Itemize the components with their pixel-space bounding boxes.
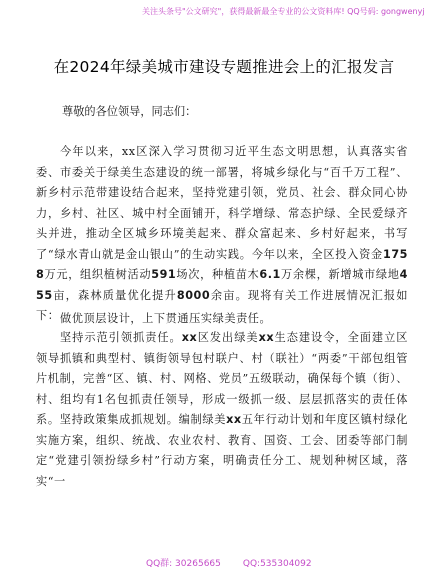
text-run: 万元，组织植树活动 <box>44 268 152 281</box>
greeting: 尊敬的各位领导，同志们： <box>62 105 197 118</box>
text-run: 五年行动计划和年度区镇村绿化实施方案，组织、统战、农业农村、教育、国资、工会、团委等部门制定“党建引领扮绿乡村”行动方案，明确责任分工、规划种树区域，落实“一 <box>36 413 408 488</box>
number-green-area: 455 <box>36 268 408 302</box>
text-run: 区发出绿美 <box>197 331 259 344</box>
paragraph-body <box>36 328 408 492</box>
text-run: 亩，森林质量优化提升 <box>52 288 177 302</box>
district-name: xx <box>226 413 242 426</box>
paragraph-intro <box>36 142 408 327</box>
district-name: xx <box>258 331 275 344</box>
number-activities: 591 <box>151 268 177 281</box>
document-title: 在2024年绿美城市建设专题推进会上的汇报发言 <box>53 58 395 76</box>
qq-number: QQ:535304092 <box>242 559 312 569</box>
contact-footer <box>146 558 312 570</box>
qq-group: QQ群: 30265665 <box>146 559 221 569</box>
number-seedlings: 6.1 <box>259 268 281 281</box>
text-run: 场次，种植苗木 <box>176 268 260 281</box>
promo-banner: 关注头条号"公文研究"，获得最新最全专业的公文资料库! QQ号码: gongwenyj <box>142 7 425 16</box>
number-fund: 1758 <box>36 247 408 281</box>
district-name: xx <box>181 331 198 344</box>
text-run: 生态建设令，全面建立区领导抓镇和典型村、镇街领导包村联户、村（联社）“两委”干部包组管片机制，完善“区、镇、村、网格、党员”五级联动，确保每个镇（街）、村、组均有1名包抓责任领导，形成一级抓一级、层层抓落实的责任体系。坚持政策集成抓规划。编制绿美 <box>36 331 408 426</box>
text-run: 坚持示范引领抓责任。 <box>60 331 182 344</box>
section-heading: 做优顶层设计，上下贯通压实绿美责任。 <box>60 312 272 325</box>
number-forest: 8000 <box>176 288 211 302</box>
text-run: 万余棵，新增城市绿地 <box>280 268 400 281</box>
text-run: 余亩。现将有关工作进展情况汇报如下： <box>36 288 408 322</box>
text-run: 今年以来，xx区深入学习贯彻习近平生态文明思想，认真落实省委、市委关于绿美生态建设的统一部署，将城乡绿化与“百千万工程”、新乡村示范带建设结合起来，坚持党建引领，党员、社会、群众同心协力，乡村、社区、城中村全面铺开，科学增绿、常态护绿、全民爱绿齐头并进，推动全区城乡环境美起来、群众富起来、乡村好起来，书写了“绿水青山就是金山银山”的生动实践。今年以来，全区投入资金 <box>36 145 408 261</box>
